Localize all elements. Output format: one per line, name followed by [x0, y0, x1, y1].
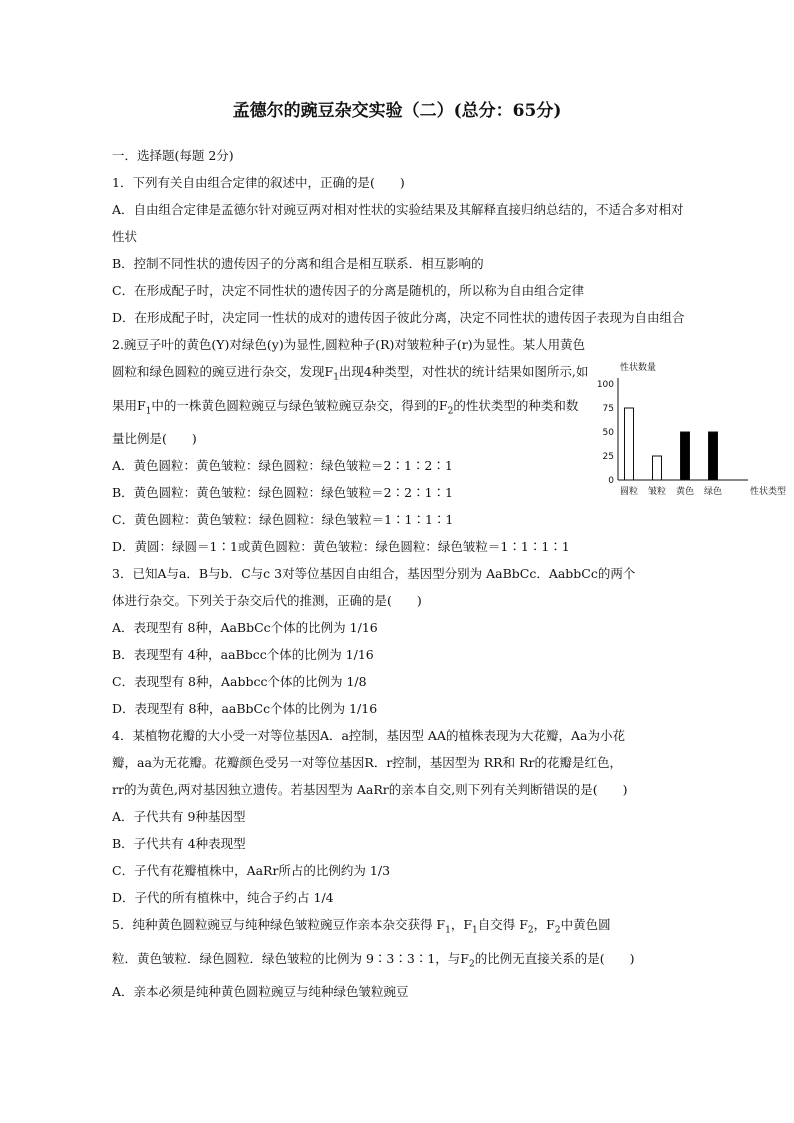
x-tick-label: 黄色 — [675, 487, 695, 497]
x-axis-label: 性状类型 — [750, 487, 787, 497]
q4-stem-line1: 4．某植物花瓣的大小受一对等位基因A．a控制，基因型 AA的植株表现为大花瓣，Aa为小花 — [112, 728, 625, 743]
q3-stem-line1: 3．已知A与a．B与b．C与c 3对等位基因自由组合，基因型分别为 AaBbCc．AabbCc的两个 — [112, 566, 636, 581]
x-tick-label: 皱粒 — [647, 487, 667, 497]
q1-stem: 1．下列有关自由组合定律的叙述中，正确的是( ) — [112, 175, 405, 190]
section-heading: 一．选择题(每题 2分) — [112, 148, 234, 163]
q2-option-c: C．黄色圆粒：黄色皱粒：绿色圆粒：绿色皱粒＝1∶1∶1∶1 — [112, 512, 454, 527]
bar-皱粒 — [653, 456, 662, 480]
q4-option-b: B．子代共有 4种表现型 — [112, 836, 246, 851]
q3-option-a: A．表现型有 8种，AaBbCc个体的比例为 1/16 — [112, 620, 378, 635]
trait-count-chart — [588, 356, 794, 506]
x-tick-label: 圆粒 — [619, 487, 639, 497]
q3-option-b: B．表现型有 4种，aaBbcc个体的比例为 1/16 — [112, 647, 374, 662]
x-tick-label: 绿色 — [703, 487, 723, 497]
q4-option-a: A．子代共有 9种基因型 — [112, 809, 246, 824]
q4-option-c: C．子代有花瓣植株中，AaRr所占的比例约为 1/3 — [112, 863, 391, 878]
q1-option-c: C．在形成配子时，决定不同性状的遗传因子的分离是随机的，所以称为自由组合定律 — [112, 283, 585, 298]
chart-svg — [588, 356, 794, 506]
y-tick-label: 75 — [602, 404, 614, 414]
bar-圆粒 — [625, 408, 634, 480]
q3-option-d: D．表现型有 8种，aaBbCc个体的比例为 1/16 — [112, 701, 378, 716]
page-title: 孟德尔的豌豆杂交实验（二）(总分：65分) — [232, 101, 562, 121]
q1-option-b: B．控制不同性状的遗传因子的分离和组合是相互联系．相互影响的 — [112, 256, 484, 271]
bar-黄色 — [681, 432, 690, 480]
q2-option-b: B．黄色圆粒：黄色皱粒：绿色圆粒：绿色皱粒＝2∶2∶1∶1 — [112, 485, 453, 500]
q3-stem-line2: 体进行杂交。下列关于杂交后代的推测，正确的是( ) — [112, 593, 422, 608]
q3-option-c: C．表现型有 8种，Aabbcc个体的比例为 1/8 — [112, 674, 367, 689]
q5-stem-line2: 粒．黄色皱粒．绿色圆粒．绿色皱粒的比例为 9∶3∶3∶1，与$F_2$的比例无直接关系的是( ) — [112, 950, 635, 969]
q4-stem-line2: 瓣，aa为无花瓣。花瓣颜色受另一对等位基因R．r控制，基因型为 RR和 Rr的花瓣是红色， — [112, 755, 622, 770]
q1-option-d: D．在形成配子时，决定同一性状的成对的遗传因子彼此分离，决定不同性状的遗传因子表现为自由组合 — [112, 310, 685, 325]
q5-option-a: A．亲本必须是纯种黄色圆粒豌豆与纯种绿色皱粒豌豆 — [112, 984, 409, 999]
q5-stem-line1: 5．纯种黄色圆粒豌豆与纯种绿色皱粒豌豆作亲本杂交获得 $F_1$，$F_1$自交得 $F_2$，$F_2$中黄色圆 — [112, 917, 611, 936]
y-tick-label: 0 — [608, 476, 614, 486]
q2-option-a: A．黄色圆粒：黄色皱粒：绿色圆粒：绿色皱粒＝2∶1∶2∶1 — [112, 458, 453, 473]
bar-绿色 — [709, 432, 718, 480]
y-tick-label: 25 — [602, 452, 614, 462]
question-list — [112, 142, 695, 1005]
q2-option-d: D．黄圆：绿圆＝1∶1或黄色圆粒：黄色皱粒：绿色圆粒：绿色皱粒＝1∶1∶1∶1 — [112, 539, 570, 554]
q4-stem-line3: rr的为黄色,两对基因独立遗传。若基因型为 AaRr的亲本自交,则下列有关判断错误的是( ) — [112, 782, 628, 797]
q4-option-d: D．子代的所有植株中，纯合子约占 1/4 — [112, 890, 334, 905]
q1-option-a: A．自由组合定律是孟德尔针对豌豆两对相对性状的实验结果及其解释直接归纳总结的，不适合多对相对性状 — [112, 202, 684, 244]
y-axis-label: 性状数量 — [620, 363, 657, 373]
y-tick-label: 100 — [596, 380, 614, 390]
y-tick-label: 50 — [602, 428, 614, 438]
q2-stem: 2.豌豆子叶的黄色(Y)对绿色(y)为显性,圆粒种子(R)对皱粒种子(r)为显性。某人用黄色圆粒和绿色圆粒的豌豆进行杂交，发现$F_1$出现4种类型，对性状的统计结果如图所示,如果用$F_1$中的一株黄色圆粒豌豆与绿色皱粒豌豆杂交，得到的$F_2$的性状类型的种类和数量比例是( ) — [112, 337, 589, 446]
